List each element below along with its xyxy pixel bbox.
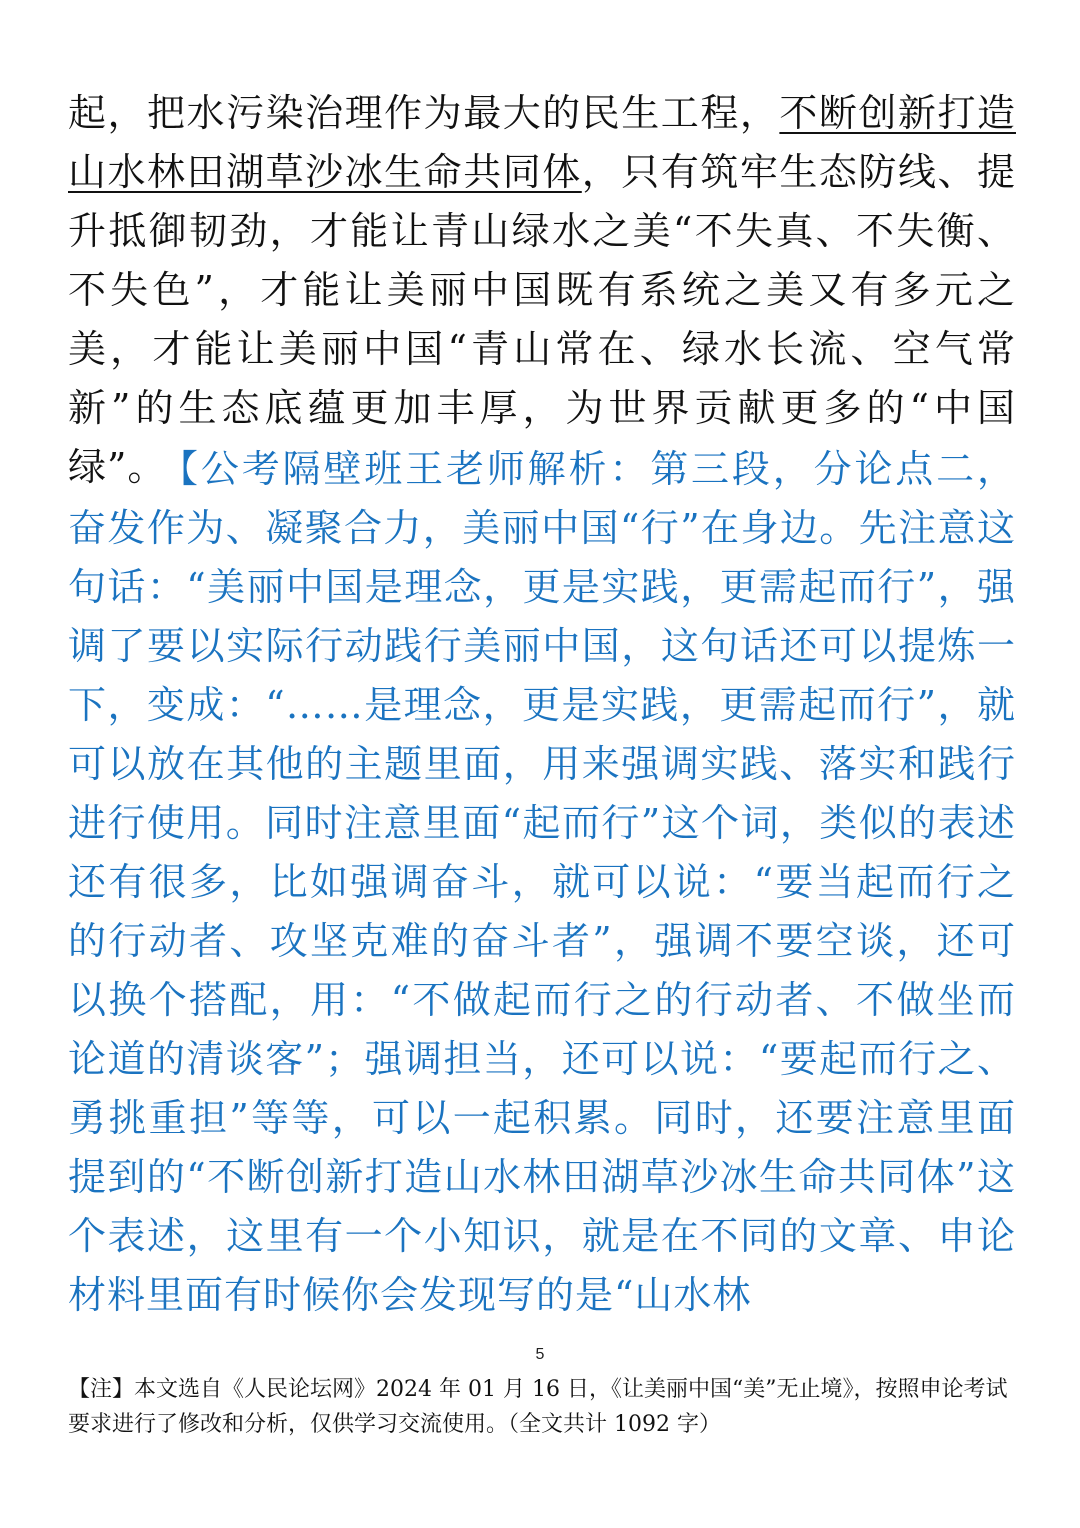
underlined-phrase: 不断创新打造山水林田湖草沙冰生命共同体 [68,91,1016,194]
source-note: 【注】本文选自《人民论坛网》2024 年 01 月 16 日，《让美丽中国“美”无止境》，按照申论考试要求进行了修改和分析，仅供学习交流使用。（全文共计 1092 字） [68,1377,1008,1437]
paragraph-text [68,84,1016,497]
text-segment-2: ，只有筑牢生态防线、提升抵御韧劲，才能让青山绿水之美“不失真、不失衡、不失色”，才能让美丽中国既有系统之美又有多元之美，才能让美丽中国“青山常在、绿水长流、空气常新”的生态底蕴更加丰厚，为世界贡献更多的“中国绿”。 [68,150,1016,489]
analysis-text: 【公考隔壁班王老师解析：第三段，分论点二，奋发作为、凝聚合力，美丽中国“行”在身边。先注意这句话：“美丽中国是理念，更是实践，更需起而行”，强调了要以实际行动践行美丽中国，这句话还可以提炼一下，变成：“……是理念，更是实践，更需起而行”，就可以放在其他的主题里面，用来强调实践、落实和践行进行使用。同时注意里面“起而行”这个词，类似的表述还有很多，比如强调奋斗，就可以说：“要当起而行之的行动者、攻坚克难的奋斗者”，强调不要空谈，还可以换个搭配，用：“不做起而行之的行动者、不做坐而论道的清谈客”；强调担当，还可以说：“要起而行之、勇挑重担”等等，可以一起积累。同时，还要注意里面提到的“不断创新打造山水林田湖草沙冰生命共同体”这个表述，这里有一个小知识，就是在不同的文章、申论材料里面有时候你会发现写的是“山水林 [68,447,1016,1317]
body-paragraph [68,84,1016,497]
page-number: 5 [535,1346,545,1363]
text-segment-1: 起，把水污染治理作为最大的民生工程， [68,91,780,135]
analysis-paragraph [68,440,1016,1325]
